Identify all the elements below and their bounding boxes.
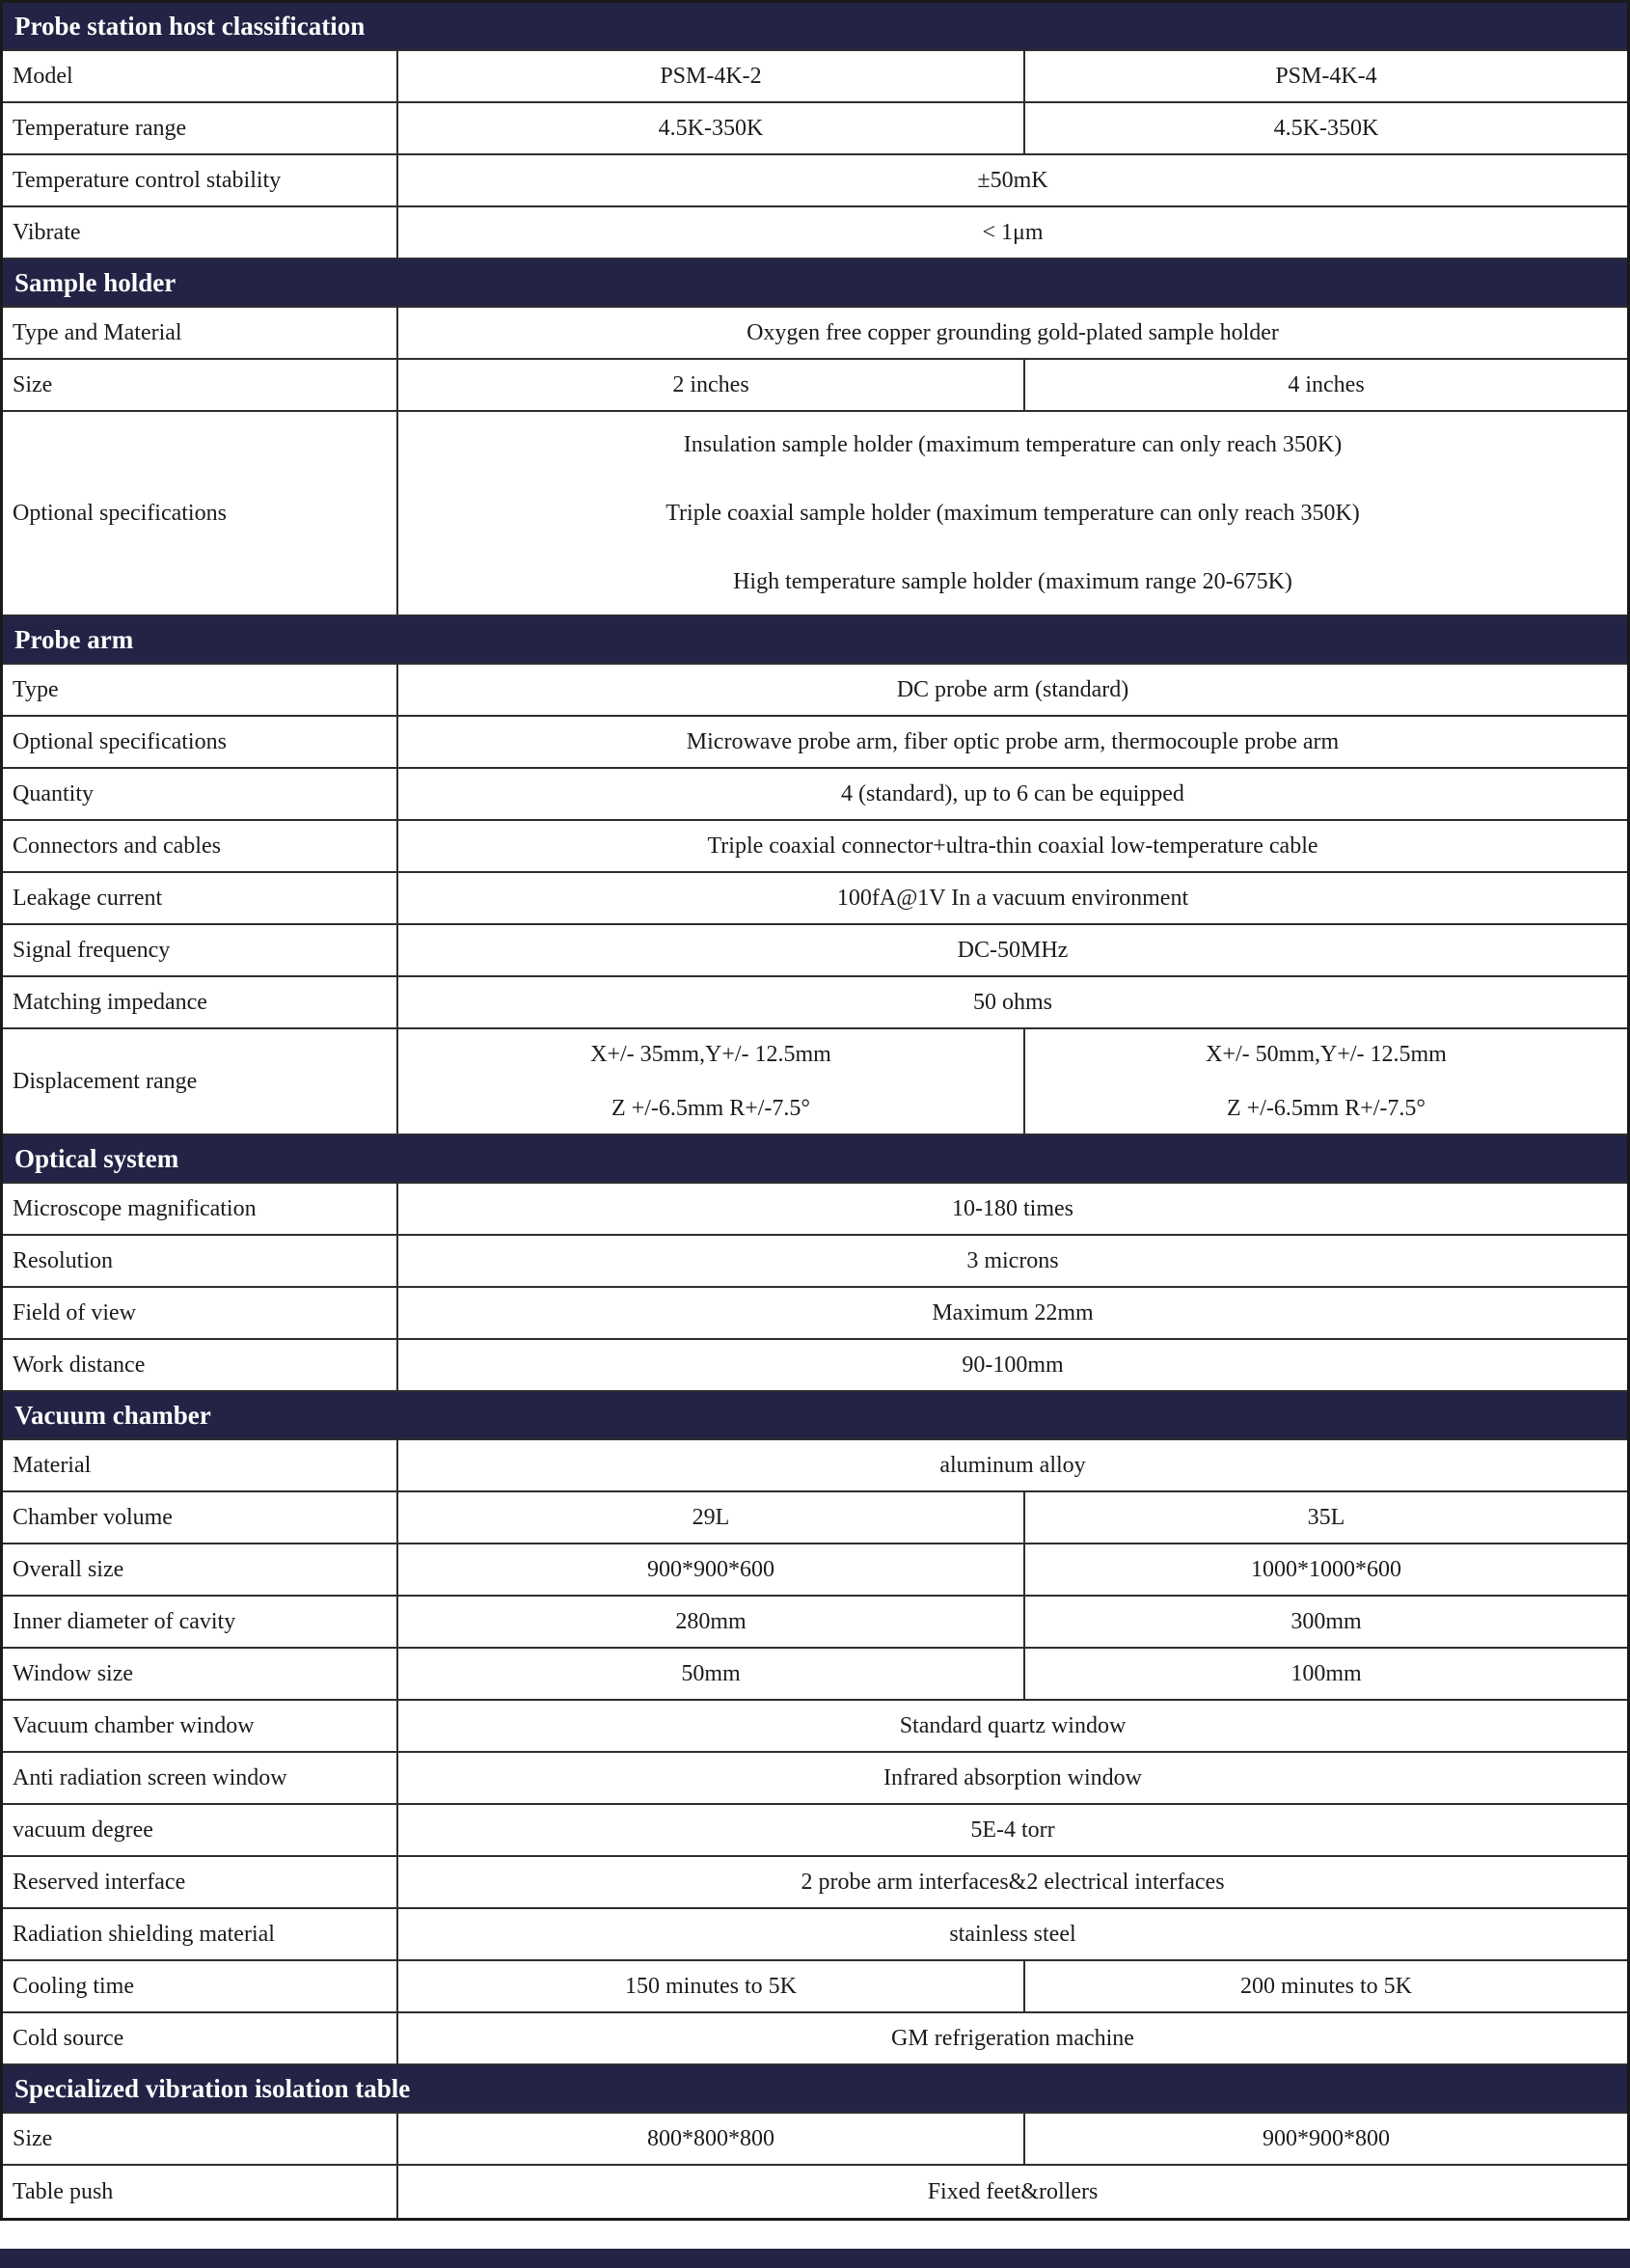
table-row-inner-diameter bbox=[3, 1597, 1627, 1649]
table-row-optional-specifications bbox=[3, 412, 1627, 616]
row-value: 4 (standard), up to 6 can be equipped bbox=[841, 780, 1184, 806]
row-label: Optional specifications bbox=[3, 412, 398, 615]
row-label: Type and Material bbox=[3, 308, 398, 358]
table-row-connectors-and-cables bbox=[3, 821, 1627, 873]
row-label: Window size bbox=[3, 1649, 398, 1699]
row-value bbox=[398, 412, 1627, 615]
section-header-sample-holder: Sample holder bbox=[3, 260, 1627, 308]
value-line: X+/- 35mm,Y+/- 12.5mm bbox=[590, 1041, 831, 1067]
row-value: 100mm bbox=[1290, 1660, 1362, 1686]
value-line: Z +/-6.5mm R+/-7.5° bbox=[611, 1095, 810, 1121]
row-value bbox=[398, 1029, 1025, 1134]
value-line: Insulation sample holder (maximum temperature can only reach 350K) bbox=[683, 431, 1343, 457]
row-value bbox=[1025, 1029, 1627, 1134]
row-value: 2 inches bbox=[398, 360, 1025, 410]
row-label: Cold source bbox=[3, 2013, 398, 2063]
row-label: Resolution bbox=[3, 1236, 398, 1286]
row-value: stainless steel bbox=[949, 1921, 1076, 1947]
row-value: 4.5K-350K bbox=[398, 103, 1025, 153]
row-label: Field of view bbox=[3, 1288, 398, 1338]
table-row-overall-size bbox=[3, 1544, 1627, 1597]
table-row-isolation-size bbox=[3, 2114, 1627, 2166]
table-row-vacuum-degree bbox=[3, 1805, 1627, 1857]
row-value: Maximum 22mm bbox=[932, 1299, 1094, 1325]
row-value: PSM-4K-4 bbox=[1275, 63, 1377, 89]
table-row-vibrate bbox=[3, 207, 1627, 260]
row-label: Quantity bbox=[3, 769, 398, 819]
row-label: Temperature range bbox=[3, 103, 398, 153]
table-row-material bbox=[3, 1440, 1627, 1492]
row-value: 800*800*800 bbox=[398, 2114, 1025, 2164]
section-header-probe-station: Probe station host classification bbox=[3, 3, 1627, 51]
table-row-anti-radiation-screen-window bbox=[3, 1753, 1627, 1805]
row-label: Microscope magnification bbox=[3, 1184, 398, 1234]
section-header-vacuum-chamber: Vacuum chamber bbox=[3, 1392, 1627, 1440]
table-row-cooling-time bbox=[3, 1961, 1627, 2013]
row-value: 200 minutes to 5K bbox=[1240, 1973, 1412, 1999]
row-label: Size bbox=[3, 360, 398, 410]
row-label: Optional specifications bbox=[3, 717, 398, 767]
table-row-microscope-magnification bbox=[3, 1184, 1627, 1236]
table-row-optional-specifications-arm bbox=[3, 717, 1627, 769]
row-value: Standard quartz window bbox=[899, 1712, 1127, 1738]
row-label: Size bbox=[3, 2114, 398, 2164]
table-row-quantity bbox=[3, 769, 1627, 821]
row-label: vacuum degree bbox=[3, 1805, 398, 1855]
table-row-radiation-shielding-material bbox=[3, 1909, 1627, 1961]
row-label: Displacement range bbox=[3, 1029, 398, 1134]
table-row-type bbox=[3, 665, 1627, 717]
table-row-resolution bbox=[3, 1236, 1627, 1288]
row-label: Signal frequency bbox=[3, 925, 398, 975]
table-row-table-push bbox=[3, 2166, 1627, 2218]
row-value: 150 minutes to 5K bbox=[398, 1961, 1025, 2011]
row-value: 280mm bbox=[398, 1597, 1025, 1647]
row-label: Vacuum chamber window bbox=[3, 1701, 398, 1751]
table-row-reserved-interface bbox=[3, 1857, 1627, 1909]
row-label: Reserved interface bbox=[3, 1857, 398, 1907]
table-row-temperature-range bbox=[3, 103, 1627, 155]
row-value: DC-50MHz bbox=[957, 937, 1069, 963]
row-label: Connectors and cables bbox=[3, 821, 398, 871]
row-label: Matching impedance bbox=[3, 977, 398, 1027]
value-line: Triple coaxial sample holder (maximum temperature can only reach 350K) bbox=[666, 500, 1360, 526]
value-line: Z +/-6.5mm R+/-7.5° bbox=[1227, 1095, 1426, 1121]
row-value: 900*900*800 bbox=[1263, 2125, 1390, 2151]
row-value: 1000*1000*600 bbox=[1251, 1556, 1401, 1582]
row-value: Fixed feet&rollers bbox=[927, 2178, 1099, 2204]
row-value: 3 microns bbox=[966, 1247, 1059, 1273]
table-row-temperature-control-stability bbox=[3, 155, 1627, 207]
row-label: Type bbox=[3, 665, 398, 715]
footer-accent-bar bbox=[0, 2249, 1630, 2268]
table-row-work-distance bbox=[3, 1340, 1627, 1392]
table-row-chamber-volume bbox=[3, 1492, 1627, 1544]
row-label: Work distance bbox=[3, 1340, 398, 1390]
row-value: aluminum alloy bbox=[939, 1452, 1086, 1478]
row-label: Inner diameter of cavity bbox=[3, 1597, 398, 1647]
row-value: 90-100mm bbox=[962, 1352, 1064, 1378]
table-row-signal-frequency bbox=[3, 925, 1627, 977]
row-label: Overall size bbox=[3, 1544, 398, 1595]
section-header-vibration-isolation-table: Specialized vibration isolation table bbox=[3, 2065, 1627, 2114]
row-value: 100fA@1V In a vacuum environment bbox=[836, 885, 1189, 911]
row-value: Microwave probe arm, fiber optic probe arm, thermocouple probe arm bbox=[686, 728, 1340, 754]
row-value: PSM-4K-2 bbox=[398, 51, 1025, 101]
row-value: 2 probe arm interfaces&2 electrical interfaces bbox=[801, 1869, 1225, 1895]
section-header-optical-system: Optical system bbox=[3, 1135, 1627, 1184]
row-value: 35L bbox=[1307, 1504, 1345, 1530]
row-label: Radiation shielding material bbox=[3, 1909, 398, 1959]
row-value: 900*900*600 bbox=[398, 1544, 1025, 1595]
row-label: Model bbox=[3, 51, 398, 101]
table-row-leakage-current bbox=[3, 873, 1627, 925]
table-row-window-size bbox=[3, 1649, 1627, 1701]
row-value: Triple coaxial connector+ultra-thin coaxial low-temperature cable bbox=[707, 833, 1318, 859]
row-value: Infrared absorption window bbox=[883, 1764, 1142, 1790]
table-row-displacement-range bbox=[3, 1029, 1627, 1135]
row-value: 300mm bbox=[1290, 1608, 1362, 1634]
row-value: 5E-4 torr bbox=[970, 1817, 1055, 1843]
value-line: High temperature sample holder (maximum range 20-675K) bbox=[733, 568, 1292, 594]
table-row-size bbox=[3, 360, 1627, 412]
row-value: < 1μm bbox=[982, 219, 1044, 245]
row-value: 50 ohms bbox=[972, 989, 1052, 1015]
row-value: GM refrigeration machine bbox=[891, 2025, 1134, 2051]
row-value: ±50mK bbox=[977, 167, 1048, 193]
row-value: 50mm bbox=[398, 1649, 1025, 1699]
row-label: Material bbox=[3, 1440, 398, 1490]
row-value: DC probe arm (standard) bbox=[896, 676, 1129, 702]
row-value: 29L bbox=[398, 1492, 1025, 1543]
row-value: 4.5K-350K bbox=[1273, 115, 1379, 141]
table-row-cold-source bbox=[3, 2013, 1627, 2065]
row-value: 10-180 times bbox=[952, 1195, 1073, 1221]
row-label: Cooling time bbox=[3, 1961, 398, 2011]
row-label: Leakage current bbox=[3, 873, 398, 923]
table-row-vacuum-chamber-window bbox=[3, 1701, 1627, 1753]
row-label: Temperature control stability bbox=[3, 155, 398, 205]
row-label: Anti radiation screen window bbox=[3, 1753, 398, 1803]
row-value: Oxygen free copper grounding gold-plated sample holder bbox=[747, 319, 1279, 345]
section-header-probe-arm: Probe arm bbox=[3, 616, 1627, 665]
row-label: Vibrate bbox=[3, 207, 398, 258]
value-line: X+/- 50mm,Y+/- 12.5mm bbox=[1206, 1041, 1447, 1067]
row-value: 4 inches bbox=[1288, 371, 1365, 397]
table-row-model bbox=[3, 51, 1627, 103]
table-row-matching-impedance bbox=[3, 977, 1627, 1029]
row-label: Chamber volume bbox=[3, 1492, 398, 1543]
table-row-type-and-material bbox=[3, 308, 1627, 360]
table-row-field-of-view bbox=[3, 1288, 1627, 1340]
row-label: Table push bbox=[3, 2166, 398, 2218]
